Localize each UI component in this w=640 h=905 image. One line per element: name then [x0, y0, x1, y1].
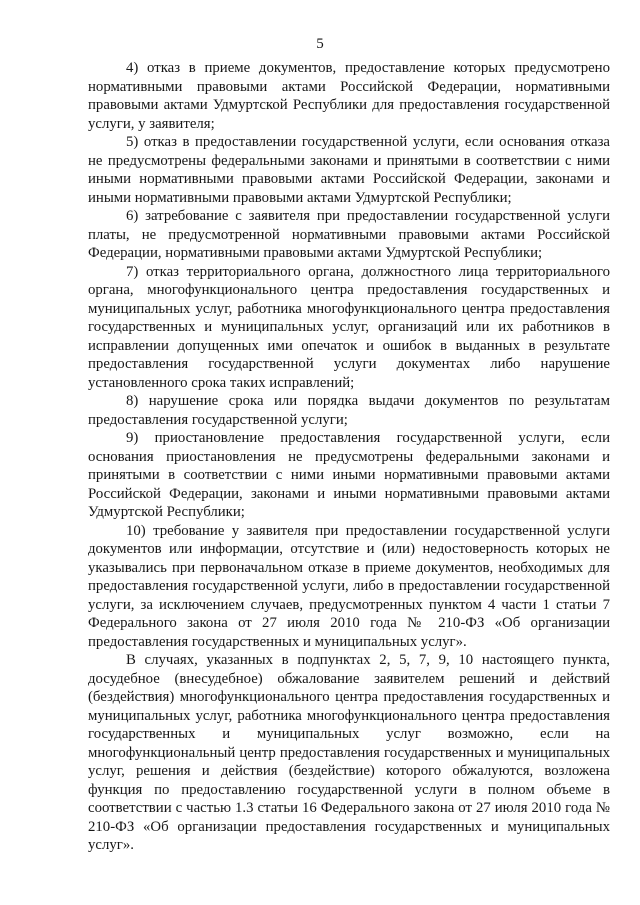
paragraph-item-7: 7) отказ территориального органа, должностного лица территориального органа, многофункционального центра предоставления государственных и муниципальных услуг, работника многофункционального центра предоставления государственных и муниципальных услуг, организаций или их работников в исправлении допущенных ими опечаток и ошибок в выданных в результате предоставления государственной услуги документах либо нарушение установленного срока таких исправлений;: [88, 263, 610, 391]
paragraph-summary: В случаях, указанных в подпунктах 2, 5, 7, 9, 10 настоящего пункта, досудебное (внесудебное) обжалование заявителем решений и действий (бездействия) многофункционального центра предоставления государственных и муниципальных услуг, работника многофункционального центра предоставления государственных и муниципальных услуг возможно, если на многофункциональный центр предоставления государственных и муниципальных услуг, решения и действия (бездействие) которого обжалуются, возложена функция по предоставлению государственной услуги в полном объеме в соответствии с частью 1.3 статьи 16 Федерального закона от 27 июля 2010 года № 210-ФЗ «Об организации предоставления государственных и муниципальных услуг».: [88, 652, 610, 853]
paragraph-item-9: 9) приостановление предоставления государственной услуги, если основания приостановления не предусмотрены федеральными законами и принятыми в соответствии с ними иными нормативными правовыми актами Российской Федерации, законами и иными нормативными правовыми актами Удмуртской Республики;: [88, 430, 610, 520]
paragraph-item-5: 5) отказ в предоставлении государственной услуги, если основания отказа не предусмотрены федеральными законами и принятыми в соответствии с ними иными нормативными правовыми актами Российской Федерации, законами и иными нормативными правовыми актами Удмуртской Республики;: [88, 134, 610, 206]
paragraph-item-8: 8) нарушение срока или порядка выдачи документов по результатам предоставления государственной услуги;: [88, 393, 610, 428]
page-body: [88, 59, 610, 855]
paragraph-item-4: 4) отказ в приеме документов, предоставление которых предусмотрено нормативными правовыми актами Российской Федерации, нормативными правовыми актами Удмуртской Республики для предоставления государственной услуги, у заявителя;: [88, 60, 610, 132]
paragraph-item-10: 10) требование у заявителя при предоставлении государственной услуги документов или информации, отсутствие и (или) недостоверность которых не указывались при первоначальном отказе в приеме документов, необходимых для предоставления государственной услуги, либо в предоставлении государственной услуги, за исключением случаев, предусмотренных пунктом 4 части 1 статьи 7 Федерального закона от 27 июля 2010 года № 210-ФЗ «Об организации предоставления государственных и муниципальных услуг».: [88, 522, 610, 650]
paragraph-item-6: 6) затребование с заявителя при предоставлении государственной услуги платы, не предусмотренной нормативными правовыми актами Российской Федерации, нормативными правовыми актами Удмуртской Республики;: [88, 208, 610, 261]
page-number: 5: [316, 36, 324, 52]
